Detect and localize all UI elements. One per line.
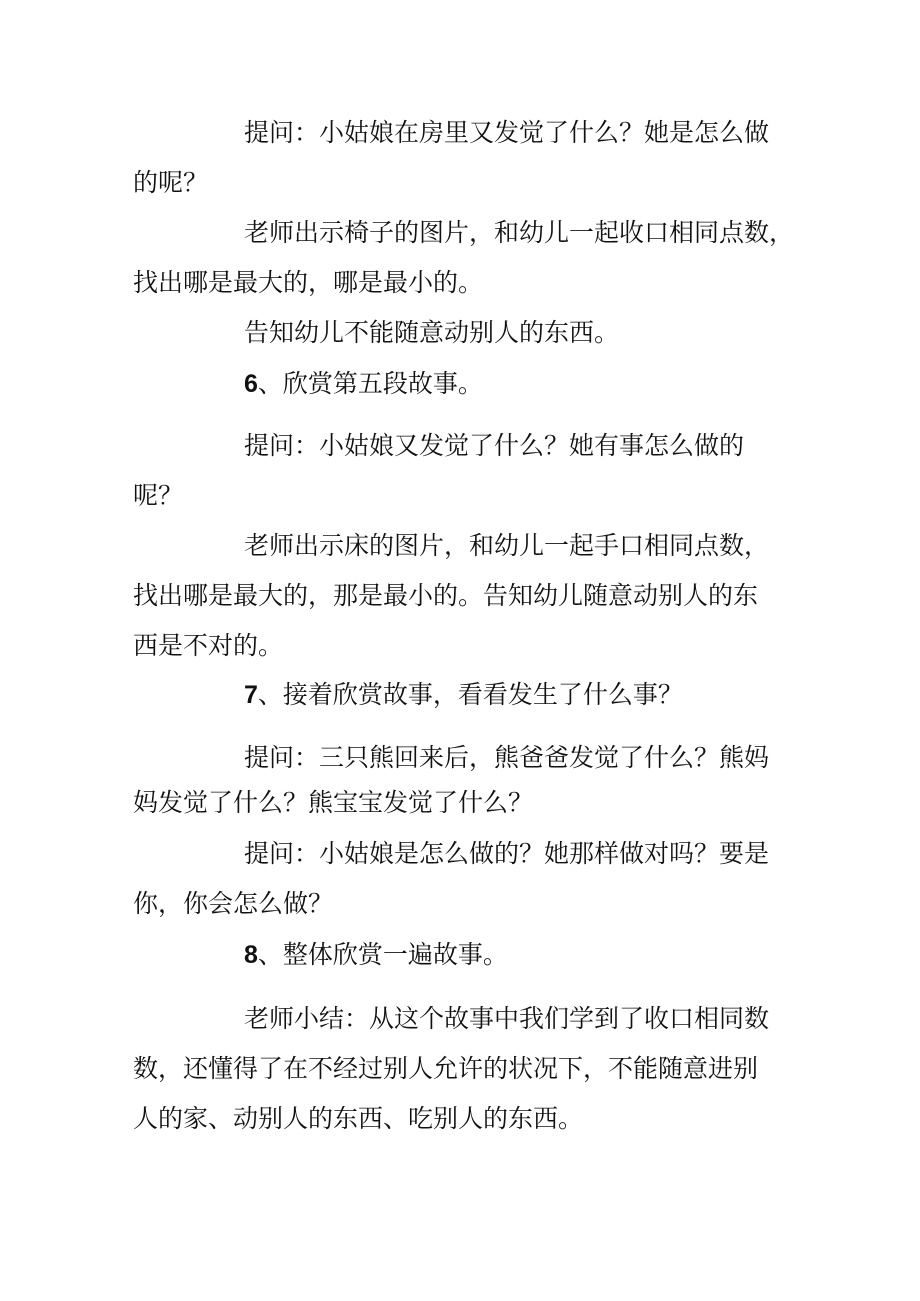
section-number: 7: [244, 681, 258, 709]
paragraph-line: 提问：三只熊回来后，熊爸爸发觉了什么？熊妈: [244, 743, 770, 772]
section-heading-text: 、接着欣赏故事，看看发生了什么事？: [257, 680, 683, 709]
paragraph-line: 老师出示椅子的图片，和幼儿一起收口相同点数，: [244, 218, 795, 247]
paragraph-line: 你，你会怎么做？: [133, 889, 334, 918]
paragraph-line: 的呢？: [133, 168, 209, 197]
paragraph-line: 找出哪是最大的，那是最小的。告知幼儿随意动别人的东: [133, 581, 759, 610]
section-heading-7: [244, 670, 920, 720]
paragraph-line: 西是不对的。: [133, 631, 284, 660]
paragraph-line: 提问：小姑娘又发觉了什么？她有事怎么做的: [244, 431, 745, 460]
section-heading-8: [244, 930, 920, 980]
paragraph-line: 数，还懂得了在不经过别人允许的状况下，不能随意进别: [133, 1054, 759, 1083]
paragraph-line: 人的家、动别人的东西、吃别人的东西。: [133, 1104, 584, 1133]
section-heading-6: [244, 359, 920, 409]
paragraph-line: 提问：小姑娘是怎么做的？她那样做对吗？要是: [244, 839, 770, 868]
section-heading-text: 、整体欣赏一遍故事。: [257, 940, 508, 969]
paragraph-line: 呢？: [133, 481, 184, 510]
section-number: 8: [244, 941, 258, 969]
paragraph-line: 老师出示床的图片，和幼儿一起手口相同点数，: [244, 531, 770, 560]
paragraph-line: 妈发觉了什么？熊宝宝发觉了什么？: [133, 788, 534, 817]
paragraph-line: 提问：小姑娘在房里又发觉了什么？她是怎么做: [244, 118, 770, 147]
paragraph-line: 老师小结：从这个故事中我们学到了收口相同数: [244, 1004, 770, 1033]
section-number: 6: [244, 370, 258, 398]
paragraph-line: 找出哪是最大的，哪是最小的。: [133, 268, 484, 297]
paragraph-line: 告知幼儿不能随意动别人的东西。: [244, 318, 620, 347]
section-heading-text: 、欣赏第五段故事。: [257, 369, 483, 398]
